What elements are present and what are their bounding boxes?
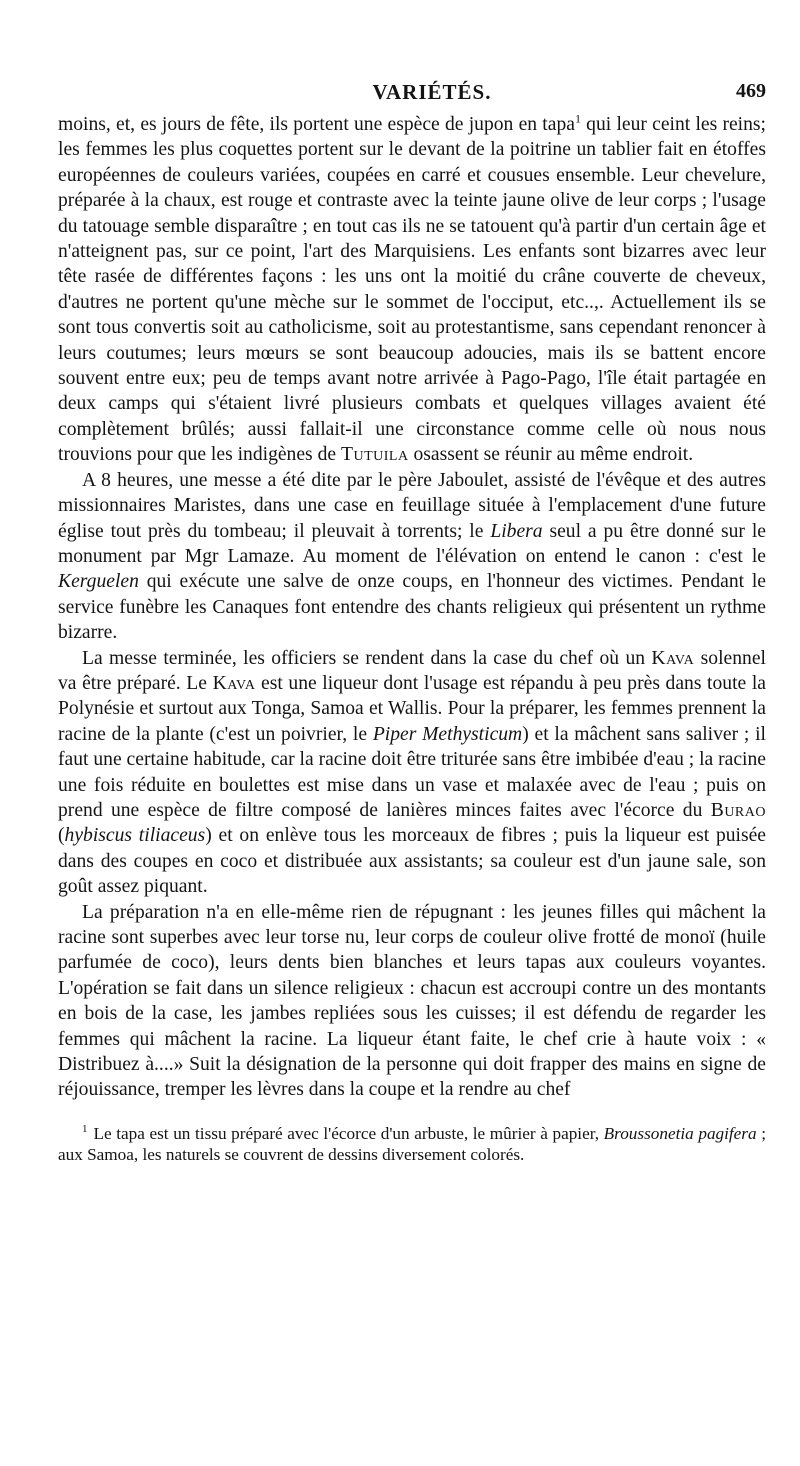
paragraph-1 — [58, 112, 766, 468]
paragraph-2 — [58, 468, 766, 646]
text-run: qui leur ceint les reins; les femmes les plus coquettes portent sur le devant de la poitrine un tablier fait en étoffes européennes de couleurs variées, coupées en carré et cousues ensemble. Leur chevelure, préparée à la chaux, est rouge et contraste avec la teinte jaune olive de leur corps ; l'usage du tatouage semble disparaître ; en tout cas ils ne se tatouent qu'à partir d'un certain âge et n'atteignent pas, sur ce point, l'art des Marquisiens. Les enfants sont bizarres avec leur tête rasée de différentes façons : les uns ont la moitié du crâne couverte de cheveux, d'autres ne portent qu'une mèche sur le sommet de l'occiput, etc..,. Actuellement ils se sont tous convertis soit au catholicisme, soit au protestantisme, sans cependant renoncer à leurs coutumes; leurs mœurs se sont beaucoup adoucies, mais ils se battent encore souvent entre eux; peu de temps avant notre arrivée à Pago-Pago, l'île était partagée en deux camps qui s'étaient livré plusieurs combats et quelques villages avaient été complètement brûlés; aussi fallait-il une circonstance comme celle où nous nous trouvions pour que les indigènes de — [58, 114, 766, 466]
text-run: seul a pu être donné sur le monument par Mgr Lamaze. Au moment de l'élévation on entend le canon : c'est le — [58, 520, 766, 567]
text-run: solennel va être préparé. Le — [58, 647, 766, 694]
footnote-reference: 1 — [574, 111, 581, 126]
text-run: A 8 heures, une messe a été dite par le père Jaboulet, assisté de l'évêque et des autres missionnaires Maristes, dans une case en feuillage située à l'emplacement d'une future église tout près du tombeau; il pleuvait à torrents; le — [58, 469, 766, 542]
text-run: ) et on enlève tous les morceaux de fibres ; puis la liqueur est puisée dans des coupes en coco et distribuée aux assistants; sa couleur est d'un jaune sale, son goût assez piquant. — [58, 825, 766, 898]
term-kava: Kava — [651, 647, 695, 669]
term-burao: Burao — [710, 799, 766, 821]
page-number: 469 — [736, 80, 766, 102]
page-header — [58, 80, 766, 110]
text-run: ; aux Samoa, les naturels se couvrent de dessins diversement colorés. — [58, 1123, 766, 1165]
text-run: ( — [58, 825, 65, 847]
paragraph-4: La préparation n'a en elle-même rien de répugnant : les jeunes filles qui mâchent la racine sont superbes avec leur torse nu, leur corps de couleur olive frotté de monoï (huile parfumée de coco), leurs dents bien blanches et leurs tapas aux couleurs voyantes. L'opération se fait dans un silence religieux : chacun est accroupi contre un des montants en bois de la case, les jambes repliées sous les cuisses; il est défendu de regarder les femmes qui mâchent la racine. La liqueur étant faite, le chef crie à haute voix : « Distribuez à....» Suit la désignation de la personne qui doit frapper des mains en signe de réjouissance, tremper les lèvres dans la coupe et la rendre au chef — [58, 901, 766, 1101]
italic-piper-methysticum: Piper Methysticum — [372, 723, 523, 745]
paragraph-3 — [58, 646, 766, 900]
text-run: osassent se réunir au même endroit. — [408, 444, 694, 466]
text-run: Le tapa est un tissu préparé avec l'écorce d'un arbuste, le mûrier à papier, — [93, 1123, 604, 1143]
footnote — [58, 1123, 766, 1166]
body-text — [58, 112, 766, 1103]
text-run: qui exécute une salve de onze coups, en l'honneur des victimes. Pendant le service funèbre les Canaques font entendre des chants religieux qui présentent un rythme bizarre. — [58, 571, 766, 644]
italic-libera: Libera — [490, 520, 543, 542]
place-name-tutuila: Tutuila — [340, 444, 409, 466]
text-run: moins, et, es jours de fête, ils portent une espèce de jupon en tapa — [58, 114, 575, 135]
text-run: La messe terminée, les officiers se rendent dans la case du chef où un — [82, 647, 652, 669]
page — [58, 80, 766, 1166]
italic-broussonetia: Broussonetia pagifera — [603, 1123, 757, 1143]
text-run: ) et la mâchent sans saliver ; il faut une certaine habitude, car la racine doit être triturée sans être imbibée d'eau ; la racine une fois réduite en boulettes est mise dans un vase et malaxée avec de l'eau ; puis on prend une espèce de filtre composé de lanières minces faites avec l'écorce du — [58, 723, 766, 821]
italic-kerguelen: Kerguelen — [58, 571, 139, 593]
footnote-mark: 1 — [82, 1123, 88, 1136]
running-head: VARIÉTÉS. — [372, 80, 492, 104]
text-run: est une liqueur dont l'usage est répandu à peu près dans toute la Polynésie et surtout aux Tonga, Samoa et Wallis. Pour la préparer, les femmes prennent la racine de la plante (c'est un poivrier, le — [58, 672, 766, 745]
italic-hybiscus-tiliaceus: hybiscus tiliaceus — [64, 825, 206, 847]
term-kava: Kava — [212, 672, 256, 694]
